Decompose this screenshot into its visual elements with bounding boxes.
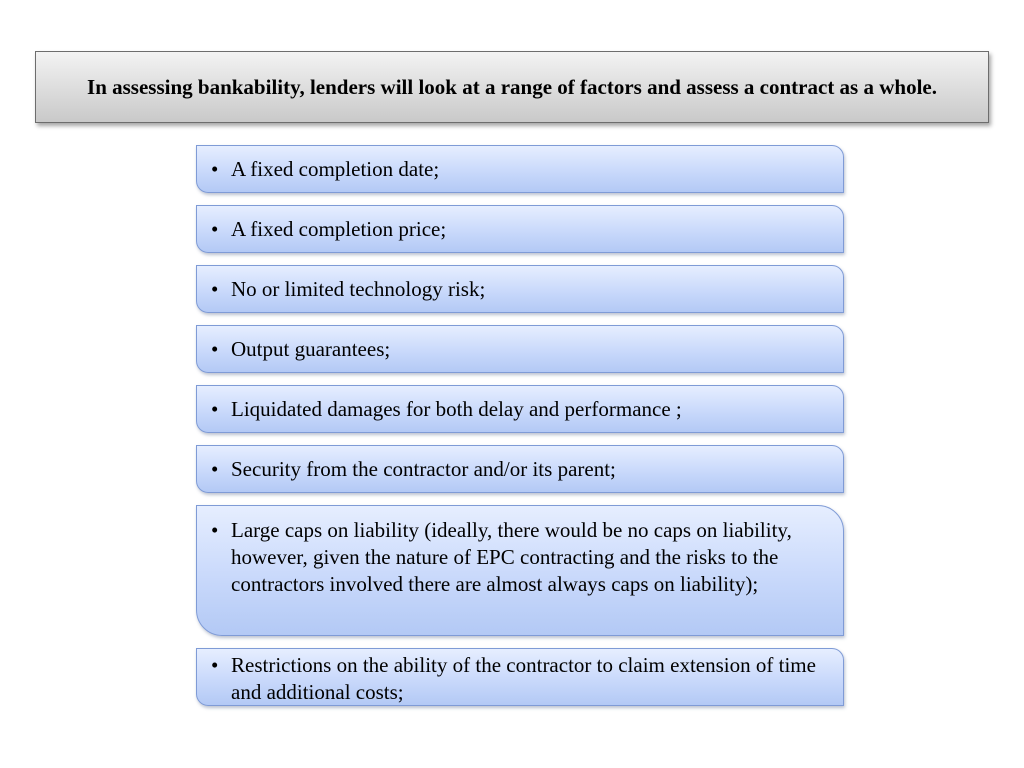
bullet-text: Restrictions on the ability of the contractor to claim extension of time and additional costs; — [231, 653, 816, 704]
bullet-item-security — [196, 445, 844, 493]
bullet-icon: • — [211, 157, 219, 181]
bullet-item-fixed-date — [196, 145, 844, 193]
bullet-text: No or limited technology risk; — [231, 277, 486, 301]
title-box — [35, 51, 989, 123]
slide-title: In assessing bankability, lenders will look at a range of factors and assess a contract as a whole. — [87, 75, 937, 99]
bullet-item-liquidated-damages — [196, 385, 844, 433]
bullet-item-liability-caps — [196, 505, 844, 636]
bullet-text: Security from the contractor and/or its parent; — [231, 457, 616, 481]
bullet-text: Liquidated damages for both delay and performance ; — [231, 397, 682, 421]
bullet-text: A fixed completion date; — [231, 157, 440, 181]
bullet-item-fixed-price — [196, 205, 844, 253]
bullet-icon: • — [211, 653, 219, 677]
bullet-item-restrictions — [196, 648, 844, 706]
bullet-icon: • — [211, 457, 219, 481]
bullet-item-output-guarantees — [196, 325, 844, 373]
bullet-text: Large caps on liability (ideally, there would be no caps on liability, however, given the nature of EPC contracting and the risks to the contractors involved there are almost always caps on liability); — [231, 518, 792, 596]
bullet-text: Output guarantees; — [231, 337, 391, 361]
bullet-icon: • — [211, 217, 219, 241]
bullet-icon: • — [211, 518, 219, 542]
bullet-icon: • — [211, 337, 219, 361]
bullet-text: A fixed completion price; — [231, 217, 447, 241]
bullet-icon: • — [211, 277, 219, 301]
bullet-icon: • — [211, 397, 219, 421]
bullet-item-technology-risk — [196, 265, 844, 313]
